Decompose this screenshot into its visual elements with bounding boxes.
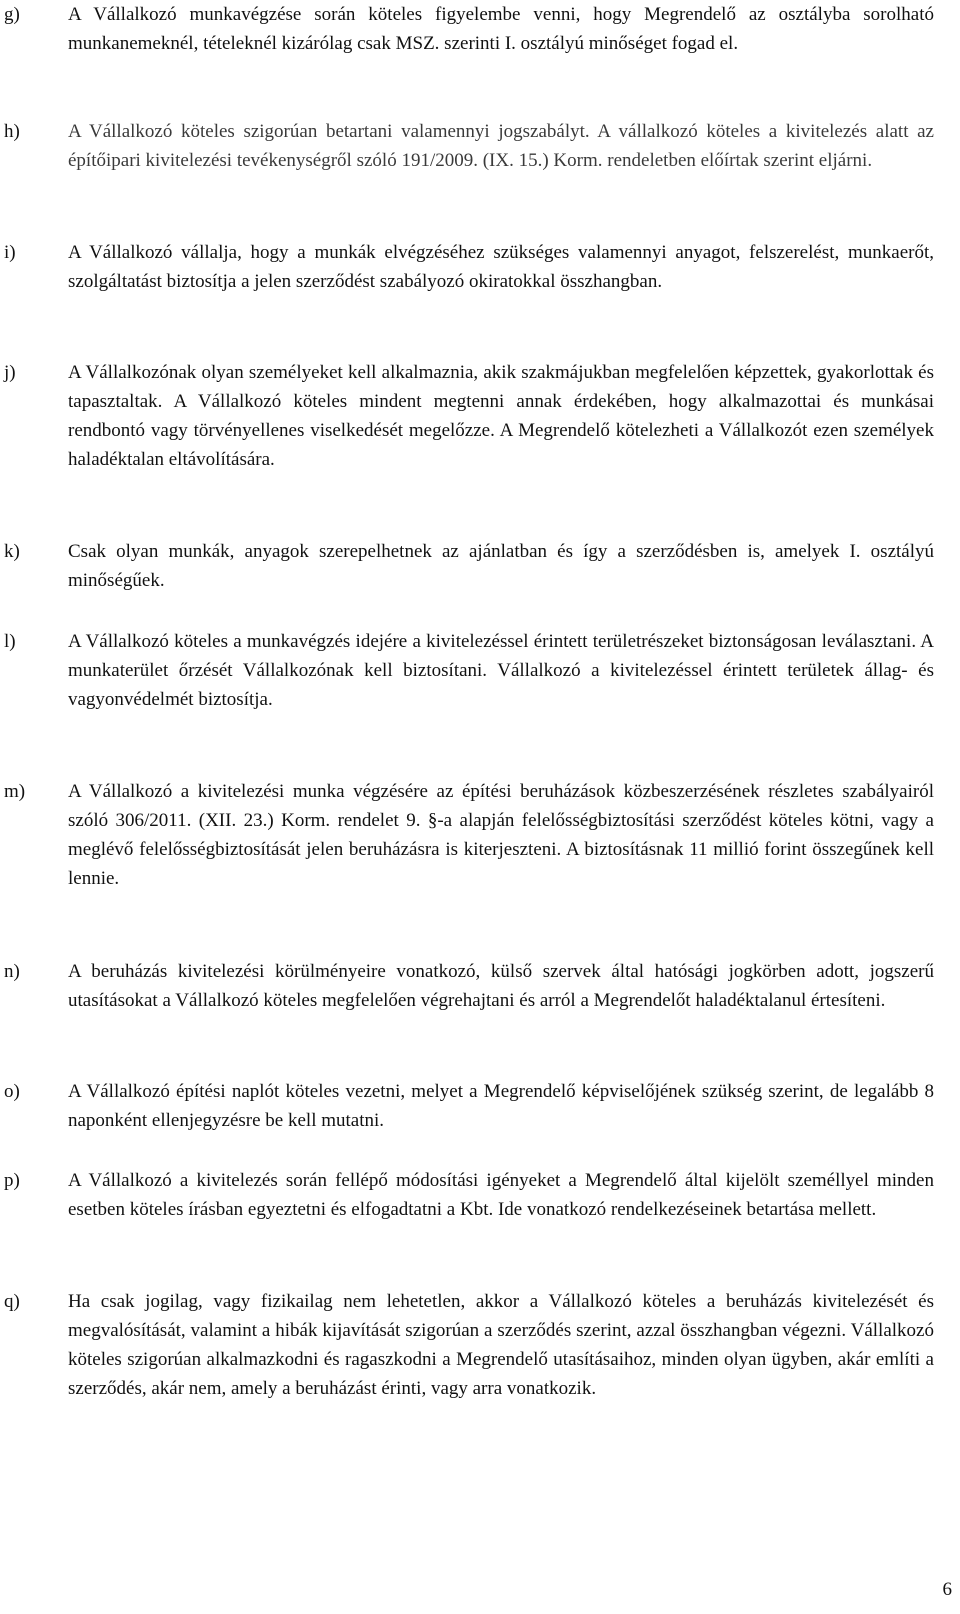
list-item-m [4,777,934,893]
item-text: A Vállalkozó vállalja, hogy a munkák elvégzéséhez szükséges valamennyi anyagot, felszerelést, munkaerőt, szolgáltatást biztosítja a jelen szerződést szabályozó okiratokkal összhangban. [68,242,934,292]
item-letter: j) [4,362,16,383]
list-item-g [4,0,934,58]
item-text: A Vállalkozó munkavégzése során köteles figyelembe venni, hogy Megrendelő az osztályba sorolható munkanemeknél, tételeknél kizárólag csak MSZ. szerinti I. osztályú minőséget fogad el. [68,4,934,54]
item-letter: k) [4,541,20,562]
item-letter: g) [4,4,20,25]
list-item-p [4,1166,934,1224]
page-number: 6 [942,1579,952,1600]
item-text: A Vállalkozónak olyan személyeket kell alkalmaznia, akik szakmájukban megfelelően képzettek, gyakorlottak és tapasztaltak. A Vállalkozó köteles mindent megtenni annak érdekében, hogy alkalmazottai és munkásai rendbontó vagy törvényellenes viselkedését megelőzze. A Megrendelő kötelezheti a Vállalkozót ezen személyek haladéktalan eltávolítására. [68,362,934,470]
item-letter: m) [4,781,26,802]
item-letter: h) [4,121,20,142]
item-text: A beruházás kivitelezési körülményeire vonatkozó, külső szervek által hatósági jogkörben adott, jogszerű utasításokat a Vállalkozó köteles megfelelően végrehajtani és arról a Megrendelőt haladéktalanul értesíteni. [68,961,934,1011]
item-letter: i) [4,242,16,263]
item-letter: q) [4,1291,20,1312]
item-letter: n) [4,961,20,982]
item-text: A Vállalkozó köteles a munkavégzés idejére a kivitelezéssel érintett területrészeket biztonságosan leválasztani. A munkaterület őrzését Vállalkozónak kell biztosítani. Vállalkozó a kivitelezéssel érintett területek állag- és vagyonvédelmét biztosítja. [68,631,934,710]
list-item-j [4,358,934,474]
item-letter: o) [4,1081,20,1102]
item-text: Csak olyan munkák, anyagok szerepelhetnek az ajánlatban és így a szerződésben is, amelyek I. osztályú minőségűek. [68,541,934,591]
list-item-n [4,957,934,1015]
list-item-o [4,1077,934,1135]
item-text: A Vállalkozó építési naplót köteles vezetni, melyet a Megrendelő képviselőjének szükség szerint, de legalább 8 naponként ellenjegyzésre be kell mutatni. [68,1081,934,1131]
item-text: A Vállalkozó a kivitelezés során fellépő módosítási igényeket a Megrendelő által kijelölt személlyel minden esetben köteles írásban egyeztetni és elfogadtatni a Kbt. Ide vonatkozó rendelkezéseinek betartása mellett. [68,1170,934,1220]
list-item-k [4,537,934,595]
item-letter: l) [4,631,16,652]
list-item-q [4,1287,934,1403]
list-item-h [4,117,934,175]
list-item-l [4,627,934,714]
item-letter: p) [4,1170,20,1191]
item-text: A Vállalkozó a kivitelezési munka végzésére az építési beruházások közbeszerzésének részletes szabályairól szóló 306/2011. (XII. 23.) Korm. rendelet 9. §-a alapján felelősségbiztosítási szerződést köteles kötni, vagy a meglévő felelősségbiztosítását jelen beruházásra is kiterjeszteni. A biztosításnak 11 millió forint összegűnek kell lennie. [68,781,934,889]
item-text: Ha csak jogilag, vagy fizikailag nem lehetetlen, akkor a Vállalkozó köteles a beruházás kivitelezését és megvalósítását, valamint a hibák kijavítását szigorúan a szerződés szerint, azzal összhangban végezni. Vállalkozó köteles szigorúan alkalmazkodni és ragaszkodni a Megrendelő utasításaihoz, minden olyan ügyben, akár említi a szerződés, akár nem, amely a beruházást érinti, vagy arra vonatkozik. [68,1291,934,1399]
item-text: A Vállalkozó köteles szigorúan betartani valamennyi jogszabályt. A vállalkozó köteles a kivitelezés alatt az építőipari kivitelezési tevékenységről szóló 191/2009. (IX. 15.) Korm. rendeletben előírtak szerint eljárni. [68,121,934,171]
list-item-i [4,238,934,296]
